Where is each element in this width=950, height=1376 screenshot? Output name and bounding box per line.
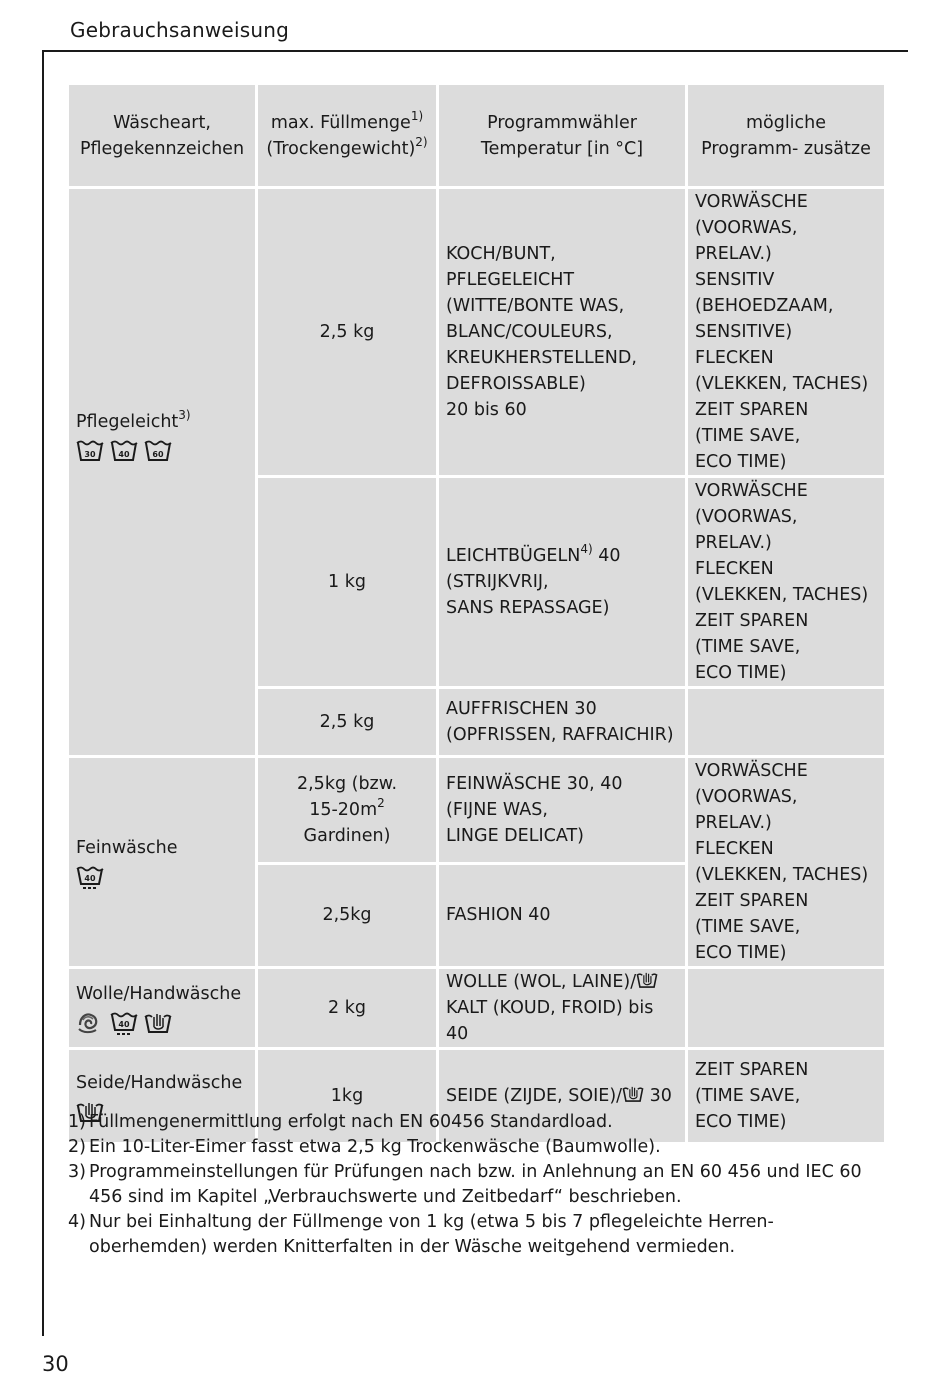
load-cell: 1kg (258, 1050, 436, 1142)
program-name: LEICHTBÜGELN (446, 546, 581, 566)
extras-cell (688, 969, 884, 1047)
footnote-ref: 2) (415, 134, 428, 149)
superscript: 2 (377, 795, 385, 810)
header-program-extras: mögliche Programm- zusätze (688, 85, 884, 186)
load-cell (258, 758, 436, 862)
program-cell: FASHION 40 (439, 865, 685, 966)
footnote-text: Programmeinstellungen für Prüfungen nach bzw. in Anlehnung an EN 60 456 und IEC 60 456 sind im Kapitel „Verbrauchswerte und Zeitbedarf“ beschrieben. (89, 1162, 862, 1207)
footnote-number: 1) (68, 1112, 86, 1132)
wash-temp-number: 40 (118, 1020, 130, 1029)
wash-temp-number: 40 (84, 874, 96, 883)
fabric-label: Pflegeleicht (76, 412, 179, 432)
wool-mark-icon (76, 1011, 104, 1035)
hand-wash-icon (144, 1011, 172, 1035)
wash-60-icon (144, 439, 172, 463)
program-cell: FEINWÄSCHE 30, 40 (FIJNE WAS, LINGE DELICAT) (439, 758, 685, 862)
wash-temp-number: 30 (84, 450, 96, 459)
wash-40-icon (110, 439, 138, 463)
header-max-load-label: max. Füllmenge (270, 112, 411, 133)
program-detail: KALT (KOUD, FROID) bis 40 (446, 998, 654, 1044)
footnote-item (68, 1210, 868, 1260)
wash-30-icon (76, 439, 104, 463)
program-cell (439, 478, 685, 686)
footnote-item (68, 1110, 868, 1135)
wash-temp-number: 40 (118, 450, 130, 459)
extras-cell: VORWÄSCHE (VOORWAS, PRELAV.) SENSITIV (BEHOEDZAAM, SENSITIVE) FLECKEN (VLEKKEN, TACHES) ZEIT SPAREN (TIME SAVE, ECO TIME) (688, 189, 884, 475)
wash-40-gentle-icon (110, 1011, 138, 1035)
hand-wash-icon (636, 970, 658, 990)
program-detail: 30 (644, 1086, 672, 1106)
header-dry-weight-label: (Trockengewicht) (266, 138, 416, 159)
program-cell: KOCH/BUNT, PFLEGELEICHT (WITTE/BONTE WAS, BLANC/COULEURS, KREUKHERSTELLEND, DEFROISSABLE) 20 bis 60 (439, 189, 685, 475)
extras-cell: ZEIT SPAREN (TIME SAVE, ECO TIME) (688, 1050, 884, 1142)
extras-cell: VORWÄSCHE (VOORWAS, PRELAV.) FLECKEN (VLEKKEN, TACHES) ZEIT SPAREN (TIME SAVE, ECO TIME) (688, 478, 884, 686)
footnote-ref: 1) (410, 108, 424, 123)
fabric-label: Feinwäsche (76, 838, 178, 858)
left-margin-rule (42, 50, 44, 1336)
wash-40-gentle-icon (76, 865, 104, 889)
header-rule (42, 50, 908, 52)
footnote-text: Ein 10-Liter-Eimer fasst etwa 2,5 kg Trockenwäsche (Baumwolle). (89, 1137, 661, 1157)
table-row (69, 969, 884, 1047)
program-name: WOLLE (WOL, LAINE)/ (446, 972, 637, 992)
care-symbols (76, 1009, 248, 1035)
header-max-load (258, 85, 436, 186)
load-cell: 2,5 kg (258, 189, 436, 475)
care-symbols (76, 437, 248, 463)
table-row (69, 758, 884, 862)
table-row (69, 189, 884, 475)
load-cell: 1 kg (258, 478, 436, 686)
load-value: 2,5kg (bzw. 15-20m (296, 773, 398, 820)
fabric-label: Seide/Handwäsche (76, 1073, 243, 1093)
load-cell: 2,5kg (258, 865, 436, 966)
footnote-text: Nur bei Einhaltung der Füllmenge von 1 kg (etwa 5 bis 7 pflegeleichte Herren-oberhemden) werden Knitterfalten in der Wäsche weitgehend vermieden. (89, 1212, 774, 1257)
footnote-ref: 3) (178, 408, 191, 422)
footnote-number: 3) (68, 1162, 86, 1182)
footnote-item (68, 1160, 868, 1210)
footnotes (68, 1110, 868, 1260)
footnote-number: 2) (68, 1137, 86, 1157)
care-symbols (76, 863, 248, 889)
footnote-number: 4) (68, 1212, 86, 1232)
fabric-cell-wolle (69, 969, 255, 1047)
program-detail: 40 (STRIJKVRIJ, SANS REPASSAGE) (446, 546, 621, 618)
header-fabric-type: Wäscheart, Pflegekennzeichen (69, 85, 255, 186)
fabric-cell-pflegeleicht (69, 189, 255, 755)
extras-cell (688, 689, 884, 755)
hand-wash-icon (622, 1084, 644, 1104)
extras-cell: VORWÄSCHE (VOORWAS, PRELAV.) FLECKEN (VLEKKEN, TACHES) ZEIT SPAREN (TIME SAVE, ECO TIME) (688, 758, 884, 966)
table-header-row (69, 85, 884, 186)
wash-temp-number: 60 (152, 450, 164, 459)
load-value-detail: Gardinen) (303, 825, 391, 846)
washing-program-table (66, 82, 887, 1145)
header-program-selector: Programmwähler Temperatur [in °C] (439, 85, 685, 186)
fabric-cell-feinwaesche (69, 758, 255, 966)
footnote-text: Füllmengenermittlung erfolgt nach EN 60456 Standardload. (89, 1112, 613, 1132)
footnote-item (68, 1135, 868, 1160)
load-cell: 2,5 kg (258, 689, 436, 755)
program-cell (439, 969, 685, 1047)
page-number: 30 (42, 1352, 69, 1376)
load-cell: 2 kg (258, 969, 436, 1047)
page-header-title: Gebrauchsanweisung (70, 18, 289, 42)
program-name: SEIDE (ZIJDE, SOIE)/ (446, 1086, 623, 1106)
fabric-label: Wolle/Handwäsche (76, 984, 242, 1004)
footnote-ref: 4) (580, 542, 593, 556)
program-cell: AUFFRISCHEN 30 (OPFRISSEN, RAFRAICHIR) (439, 689, 685, 755)
